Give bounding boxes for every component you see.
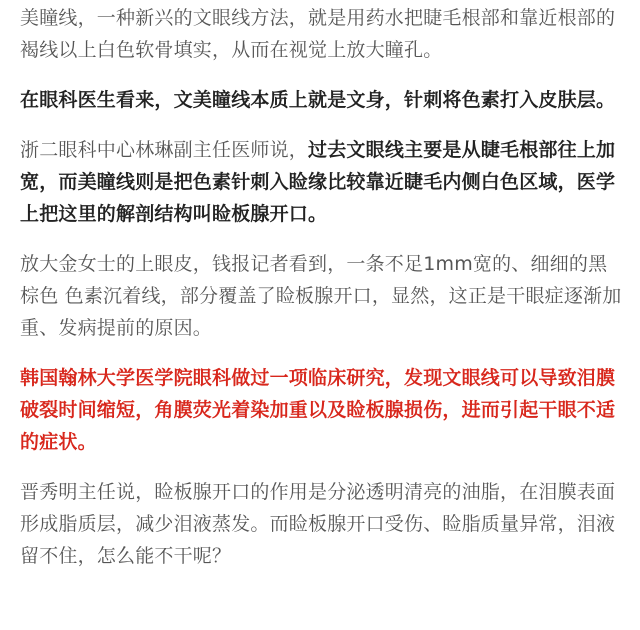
paragraph-explanation: 晋秀明主任说，睑板腺开口的作用是分泌透明清亮的油脂，在泪膜表面形成脂质层，减少泪液蒸发。而睑板腺开口受伤、睑脂质量异常，泪液留不住，怎么能不干呢？ — [20, 481, 616, 567]
paragraph-definition: 美瞳线，一种新兴的文眼线方法，就是用药水把睫毛根部和靠近根部的褐线以上白色软骨填实，从而在视觉上放大瞳孔。 — [20, 7, 616, 61]
paragraph-expert-quote — [20, 134, 622, 230]
paragraph-doctor-view: 在眼科医生看来，文美瞳线本质上就是文身，针刺将色素打入皮肤层。 — [20, 89, 616, 111]
quote-emphasis: 过去文眼线主要是从睫毛根部往上加宽，而美瞳线则是把色素针刺入睑缘比较靠近睫毛内侧白色区域，医学上把这里的解剖结构叫睑板腺开口。 — [20, 139, 616, 225]
paragraph-case-observation: 放大金女士的上眼皮，钱报记者看到，一条不足1mm宽的、细细的黑棕色 色素沉着线，部分覆盖了睑板腺开口，显然，这正是干眼症逐渐加重、发病提前的原因。 — [20, 253, 622, 339]
quote-intro: 浙二眼科中心林琳副主任医师说， — [20, 139, 309, 161]
paragraph-research-highlight: 韩国翰林大学医学院眼科做过一项临床研究，发现文眼线可以导致泪膜破裂时间缩短，角膜荧光着染加重以及睑板腺损伤，进而引起干眼不适的症状。 — [20, 367, 616, 453]
